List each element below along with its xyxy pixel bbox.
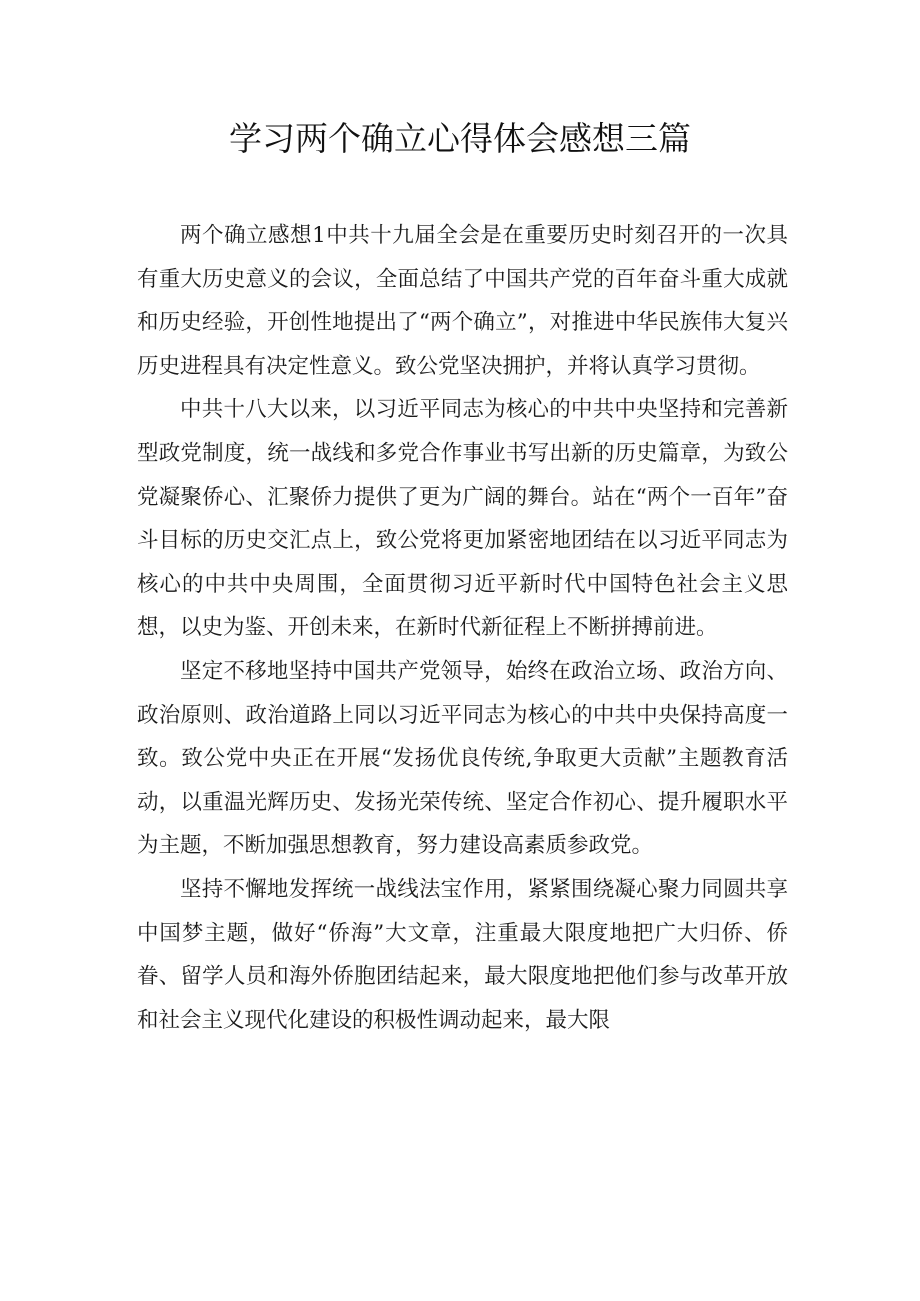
paragraph-1: 两个确立感想1中共十九届全会是在重要历史时刻召开的一次具有重大历史意义的会议，全面总结了中国共产党的百年奋斗重大成就和历史经验，开创性地提出了“两个确立”，对推进中华民族伟大复兴历史进程具有决定性意义。致公党坚决拥护，并将认真学习贯彻。: [137, 223, 788, 379]
document-title: 学习两个确立心得体会感想三篇: [229, 119, 691, 158]
paragraph-3: 坚定不移地坚持中国共产党领导，始终在政治立场、政治方向、政治原则、政治道路上同以习近平同志为核心的中共中央保持高度一致。致公党中央正在开展“发扬优良传统,争取更大贡献”主题教育活动，以重温光辉历史、发扬光荣传统、坚定合作初心、提升履职水平为主题，不断加强思想教育，努力建设高素质参政党。: [137, 658, 788, 859]
document-body: [137, 214, 788, 1042]
paragraph-2: 中共十八大以来，以习近平同志为核心的中共中央坚持和完善新型政党制度，统一战线和多党合作事业书写出新的历史篇章，为致公党凝聚侨心、汇聚侨力提供了更为广阔的舞台。站在“两个一百年”奋斗目标的历史交汇点上，致公党将更加紧密地团结在以习近平同志为核心的中共中央周围，全面贯彻习近平新时代中国特色社会主义思想，以史为鉴、开创未来，在新时代新征程上不断拼搏前进。: [137, 397, 788, 641]
paragraph-4: 坚持不懈地发挥统一战线法宝作用，紧紧围绕凝心聚力同圆共享中国梦主题，做好“侨海”大文章，注重最大限度地把广大归侨、侨眷、留学人员和海外侨胞团结起来，最大限度地把他们参与改革开放和社会主义现代化建设的积极性调动起来，最大限: [137, 876, 788, 1033]
